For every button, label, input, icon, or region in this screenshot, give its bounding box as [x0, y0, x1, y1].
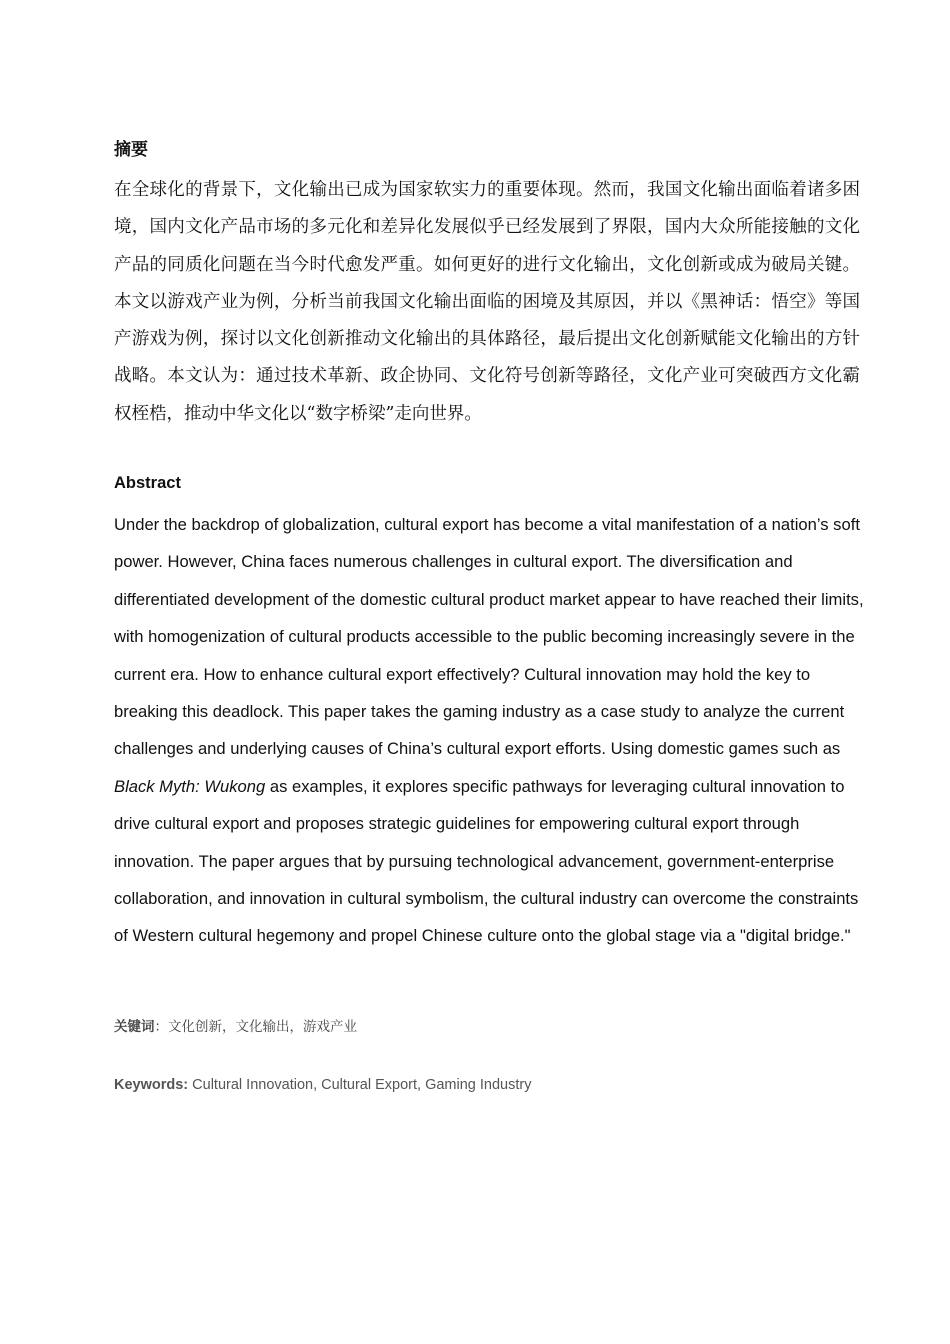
keywords-cn [114, 1017, 357, 1037]
keywords-en [114, 1075, 531, 1095]
abstract-text-part-1: Under the backdrop of globalization, cultural export has become a vital manifestation of a nation’s soft power. However, China faces numerous challenges in cultural export. The diversification and differentiated development of the domestic cultural product market appear to have reached their limits, with homogenization of cultural products accessible to the public becoming increasingly severe in the current era. How to enhance cultural export effectively? Cultural innovation may hold the key to breaking this deadlock. This paper takes the gaming industry as a case study to analyze the current challenges and underlying causes of China’s cultural export efforts. Using domestic games such as [114, 515, 864, 759]
abstract-text-part-2: as examples, it explores specific pathways for leveraging cultural innovation to drive cultural export and proposes strategic guidelines for empowering cultural export through innovation. The paper argues that by pursuing technological advancement, government-enterprise collaboration, and innovation in cultural symbolism, the cultural industry can overcome the constraints of Western cultural hegemony and propel Chinese culture onto the global stage via a "digital bridge." [114, 776, 859, 946]
abstract-body-en [114, 506, 874, 955]
abstract-heading-en: Abstract [114, 474, 181, 492]
game-title: Black Myth: Wukong [114, 776, 266, 796]
keywords-en-label: Keywords: [114, 1077, 189, 1093]
abstract-body-cn: 在全球化的背景下，文化输出已成为国家软实力的重要体现。然而，我国文化输出面临着诸多困境，国内文化产品市场的多元化和差异化发展似乎已经发展到了界限，国内大众所能接触的文化产品的同质化问题在当今时代愈发严重。如何更好的进行文化输出，文化创新或成为破局关键。本文以游戏产业为例，分析当前我国文化输出面临的困境及其原因，并以《黑神话：悟空》等国产游戏为例，探讨以文化创新推动文化输出的具体路径，最后提出文化创新赋能文化输出的方针战略。本文认为：通过技术革新、政企协同、文化符号创新等路径，文化产业可突破西方文化霸权桎梏，推动中华文化以“数字桥梁”走向世界。 [114, 180, 860, 424]
keywords-en-values: Cultural Innovation, Cultural Export, Gaming Industry [188, 1077, 532, 1093]
keywords-cn-separator: ： [154, 1019, 168, 1035]
keywords-cn-label: 关键词 [114, 1019, 155, 1035]
abstract-heading-cn: 摘要 [114, 140, 148, 160]
keywords-cn-values: 文化创新，文化输出，游戏产业 [168, 1019, 357, 1035]
